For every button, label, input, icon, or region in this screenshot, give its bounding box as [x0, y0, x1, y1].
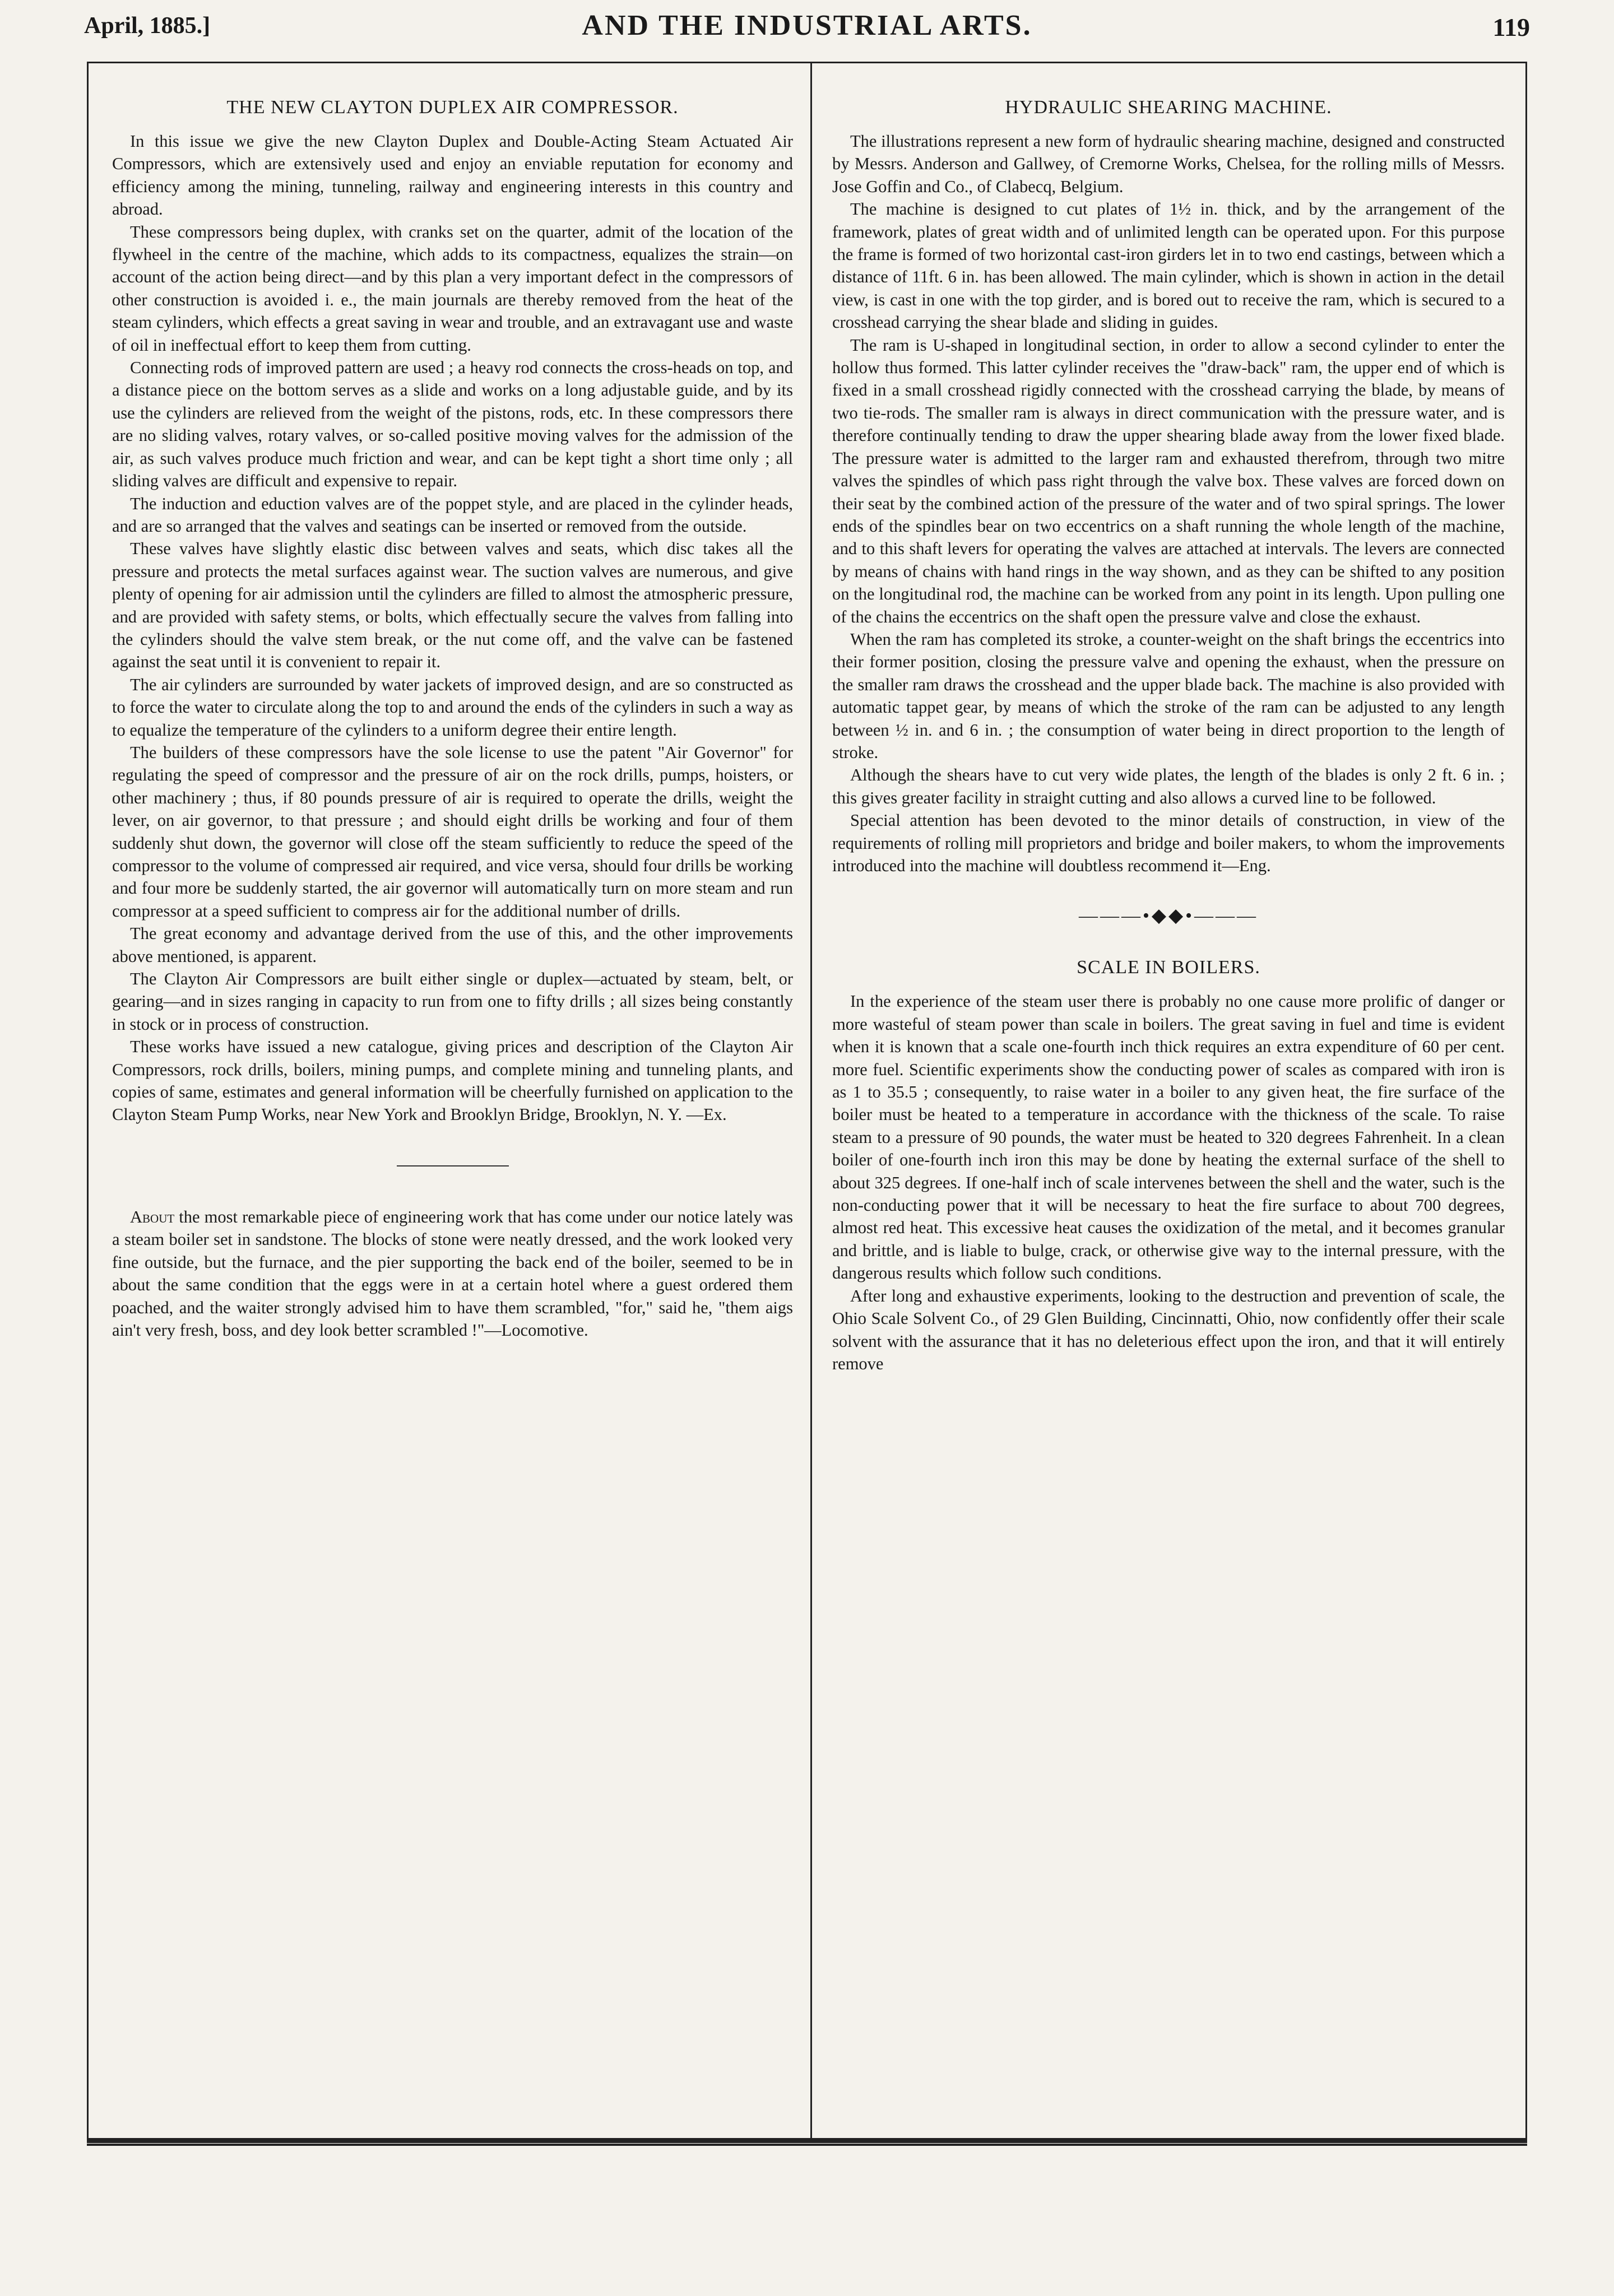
article-title-clayton: THE NEW CLAYTON DUPLEX AIR COMPRESSOR.	[226, 97, 679, 118]
paragraph: These compressors being duplex, with cranks set on the quarter, admit of the location of the flywheel in the centre of the machine, which adds to its compactness, equalizes the strain—on account of the action being direct—and by this plan a very important defect in the compressors of other construction is avoided i. e., the main journals are thereby removed from the heat of the steam cylinders, which effects a great saving in wear and trouble, and an extravagant use and waste of oil in ineffectual effort to keep them from cutting.	[112, 222, 793, 355]
paragraph: The induction and eduction valves are of the poppet style, and are placed in the cylinder heads, and are so arranged that the valves and seatings can be inserted or removed from the outside.	[112, 494, 793, 536]
column-divider	[810, 62, 812, 2141]
paragraph: The illustrations represent a new form of hydraulic shearing machine, designed and constructed by Messrs. Anderson and Gallwey, of Cremorne Works, Chelsea, for the rolling mills of Messrs. Jose Goffin and Co., of Clabecq, Belgium.	[832, 132, 1505, 196]
paragraph: After long and exhaustive experiments, looking to the destruction and prevention of scale, the Ohio Scale Solvent Co., of 29 Glen Building, Cincinnatti, Ohio, now confidently offer their scale solvent with the assurance that it has no deleterious effect upon the iron, and that it will entirely remove	[832, 1286, 1505, 1373]
paragraph: In this issue we give the new Clayton Duplex and Double-Acting Steam Actuated Air Compressors, which are extensively used and enjoy an enviable reputation for economy and efficiency among the mining, tunneling, railway and engineering interests in this country and abroad.	[112, 132, 793, 219]
issue-date: April, 1885.]	[84, 13, 211, 39]
page-header	[84, 9, 1530, 48]
paragraph: Connecting rods of improved pattern are used ; a heavy rod connects the cross-heads on top, and a distance piece on the bottom serves as a slide and works on a long adjustable guide, and by its use the cylinders are relieved from the weight of the pistons, rods, etc. In these compressors there are no sliding valves, rotary valves, or so-called positive moving valves for the admission of the air, as such valves produce much friction and wear, and can be kept tight a short time only ; all sliding valves are difficult and expensive to repair.	[112, 358, 793, 491]
paragraph: These works have issued a new catalogue, giving prices and description of the Clayton Air Compressors, rock drills, boilers, mining pumps, and complete mining and tunneling plants, and copies of same, estimates and general information will be cheerfully furnished on application to the Clayton Steam Pump Works, near New York and Brooklyn Bridge, Brooklyn, N. Y. —Ex.	[112, 1037, 793, 1124]
paragraph: Although the shears have to cut very wide plates, the length of the blades is only 2 ft. 6 in. ; this gives greater facility in straight cutting and also allows a curved line to be followed.	[832, 765, 1505, 807]
note-lead: About	[130, 1207, 175, 1226]
note-paragraph	[112, 1206, 793, 1341]
note-body: the most remarkable piece of engineering work that has come under our notice lately was a steam boiler set in sandstone. The blocks of stone were neatly dressed, and the work looked very fine outside, but the furnace, and the pier supporting the back end of the boiler, seemed to be in about the same condition that the eggs were in at a certain hotel where a guest ordered them poached, and the waiter strongly advised him to have them scrambled, "for," said he, "them aigs ain't very fresh, boss, and dey look better scrambled !"—Locomotive.	[112, 1207, 793, 1340]
paragraph: The machine is designed to cut plates of 1½ in. thick, and by the arrangement of the framework, plates of great width and of unlimited length can be operated upon. For this purpose the frame is formed of two horizontal cast-iron girders let in to two end castings, between which a distance of 11ft. 6 in. has been allowed. The main cylinder, which is shown in action in the detail view, is cast in one with the top girder, and is bored out to receive the ram, which is secured to a crosshead carrying the shear blade and sliding in guides.	[832, 199, 1505, 332]
section-rule	[397, 1165, 509, 1166]
paragraph: Special attention has been devoted to the minor details of construction, in view of the requirements of rolling mill proprietors and bridge and boiler makers, to whom the improvements introduced into the machine will doubtless recommend it—Eng.	[832, 811, 1505, 875]
right-column	[832, 95, 1505, 2123]
paragraph: These valves have slightly elastic disc between valves and seats, which disc takes all the pressure and protects the metal surfaces against wear. The suction valves are numerous, and give plenty of opening for air admission until the cylinders are filled to almost the atmospheric pressure, and are provided with safety stems, or bolts, which effectually secure the valves from falling into the cylinders should the valve stem break, or the nut come off, and the valve can be fastened against the seat until it is convenient to repair it.	[112, 539, 793, 672]
ornament-divider: ———•◆◆•———	[1078, 905, 1259, 927]
paragraph: The builders of these compressors have the sole license to use the patent "Air Governor" for regulating the speed of compressor and the pressure of air on the rock drills, pumps, hoisters, or other machinery ; thus, if 80 pounds pressure of air is required to operate the drills, weight the lever, on air governor, to that pressure ; and should eight drills be working and four of them suddenly shut down, the governor will close off the steam sufficiently to reduce the speed of the compressor to the volume of compressed air required, and vice versa, should four drills be working and four more be suddenly started, the air governor will automatically turn on more steam and run compressor at a speed sufficient to compress air for the additional number of drills.	[112, 742, 793, 921]
paragraph: The great economy and advantage derived from the use of this, and the other improvements above mentioned, is apparent.	[112, 924, 793, 966]
running-title: AND THE INDUSTRIAL ARTS.	[582, 10, 1032, 41]
paragraph: The ram is U-shaped in longitudinal section, in order to allow a second cylinder to enter the hollow thus formed. This latter cylinder receives the "draw-back" ram, the upper end of which is fixed in a small crosshead rigidly connected with the crosshead carrying the blade, by means of two tie-rods. The smaller ram is always in direct communication with the pressure water, and is therefore continually tending to draw the upper shearing blade away from the lower fixed blade. The pressure water is admitted to the larger ram and exhausted therefrom, through two mitre valves the spindles of which pass right through the valve box. These valves are forced down on their seat by the combined action of the pressure of the water and of two spiral springs. The lower ends of the spindles bear on two eccentrics on a shaft running the whole length of the machine, and to this shaft levers for operating the valves are attached at intervals. The levers are connected by means of chains with hand rings in the way shown, and as they can be shifted to any position on the longitudinal rod, the machine can be worked from any point in its length. Upon pulling one of the chains the eccentrics on the shaft open the pressure valve and close the exhaust.	[832, 335, 1505, 626]
paragraph: In the experience of the steam user there is probably no one cause more prolific of danger or more wasteful of steam power than scale in boilers. The great saving in fuel and time is evident when it is known that a scale one-fourth inch thick requires an extra expenditure of 60 per cent. more fuel. Scientific experiments show the conducting power of scales as compared with iron is as 1 to 35.5 ; consequently, to raise water in a boiler to any given heat, the fire surface of the boiler must be heated to a temperature in accordance with the thickness of the scale. To raise steam to a pressure of 90 pounds, the water must be heated to 320 degrees Fahrenheit. In a clean boiler of one-fourth inch iron this may be done by heating the external surface of the shell to about 325 degrees. If one-half inch of scale intervenes between the shell and the water, such is the non-conducting power that it will be necessary to heat the fire surface to about 700 degrees, almost red heat. This excessive heat causes the oxidization of the metal, and it becomes granular and brittle, and is liable to bulge, crack, or otherwise give way to the internal pressure, with the dangerous results which follow such conditions.	[832, 992, 1505, 1283]
paragraph: When the ram has completed its stroke, a counter-weight on the shaft brings the eccentrics into their former position, closing the pressure valve and opening the exhaust, when the pressure on the smaller ram draws the crosshead and the upper blade back. The machine is also provided with automatic tappet gear, by means of which the stroke of the ram can be adjusted to any length between ½ in. and 6 in. ; the consumption of water being in direct proportion to the length of stroke.	[832, 629, 1505, 762]
frame-bottom-rule	[87, 2138, 1527, 2146]
paragraph: The air cylinders are surrounded by water jackets of improved design, and are so constructed as to force the water to circulate along the top to and around the ends of the cylinders in such a way as to equalize the temperature of the cylinders to a uniform degree their entire length.	[112, 675, 793, 740]
left-column	[112, 95, 793, 2123]
article-title-scale: SCALE IN BOILERS.	[1077, 957, 1260, 978]
page-number: 119	[1492, 13, 1530, 41]
paragraph: The Clayton Air Compressors are built either single or duplex—actuated by steam, belt, or gearing—and in sizes ranging in capacity to run from one to fifty drills ; all sizes being constantly in stock or in process of construction.	[112, 969, 793, 1034]
article-title-hydraulic: HYDRAULIC SHEARING MACHINE.	[1005, 97, 1332, 118]
